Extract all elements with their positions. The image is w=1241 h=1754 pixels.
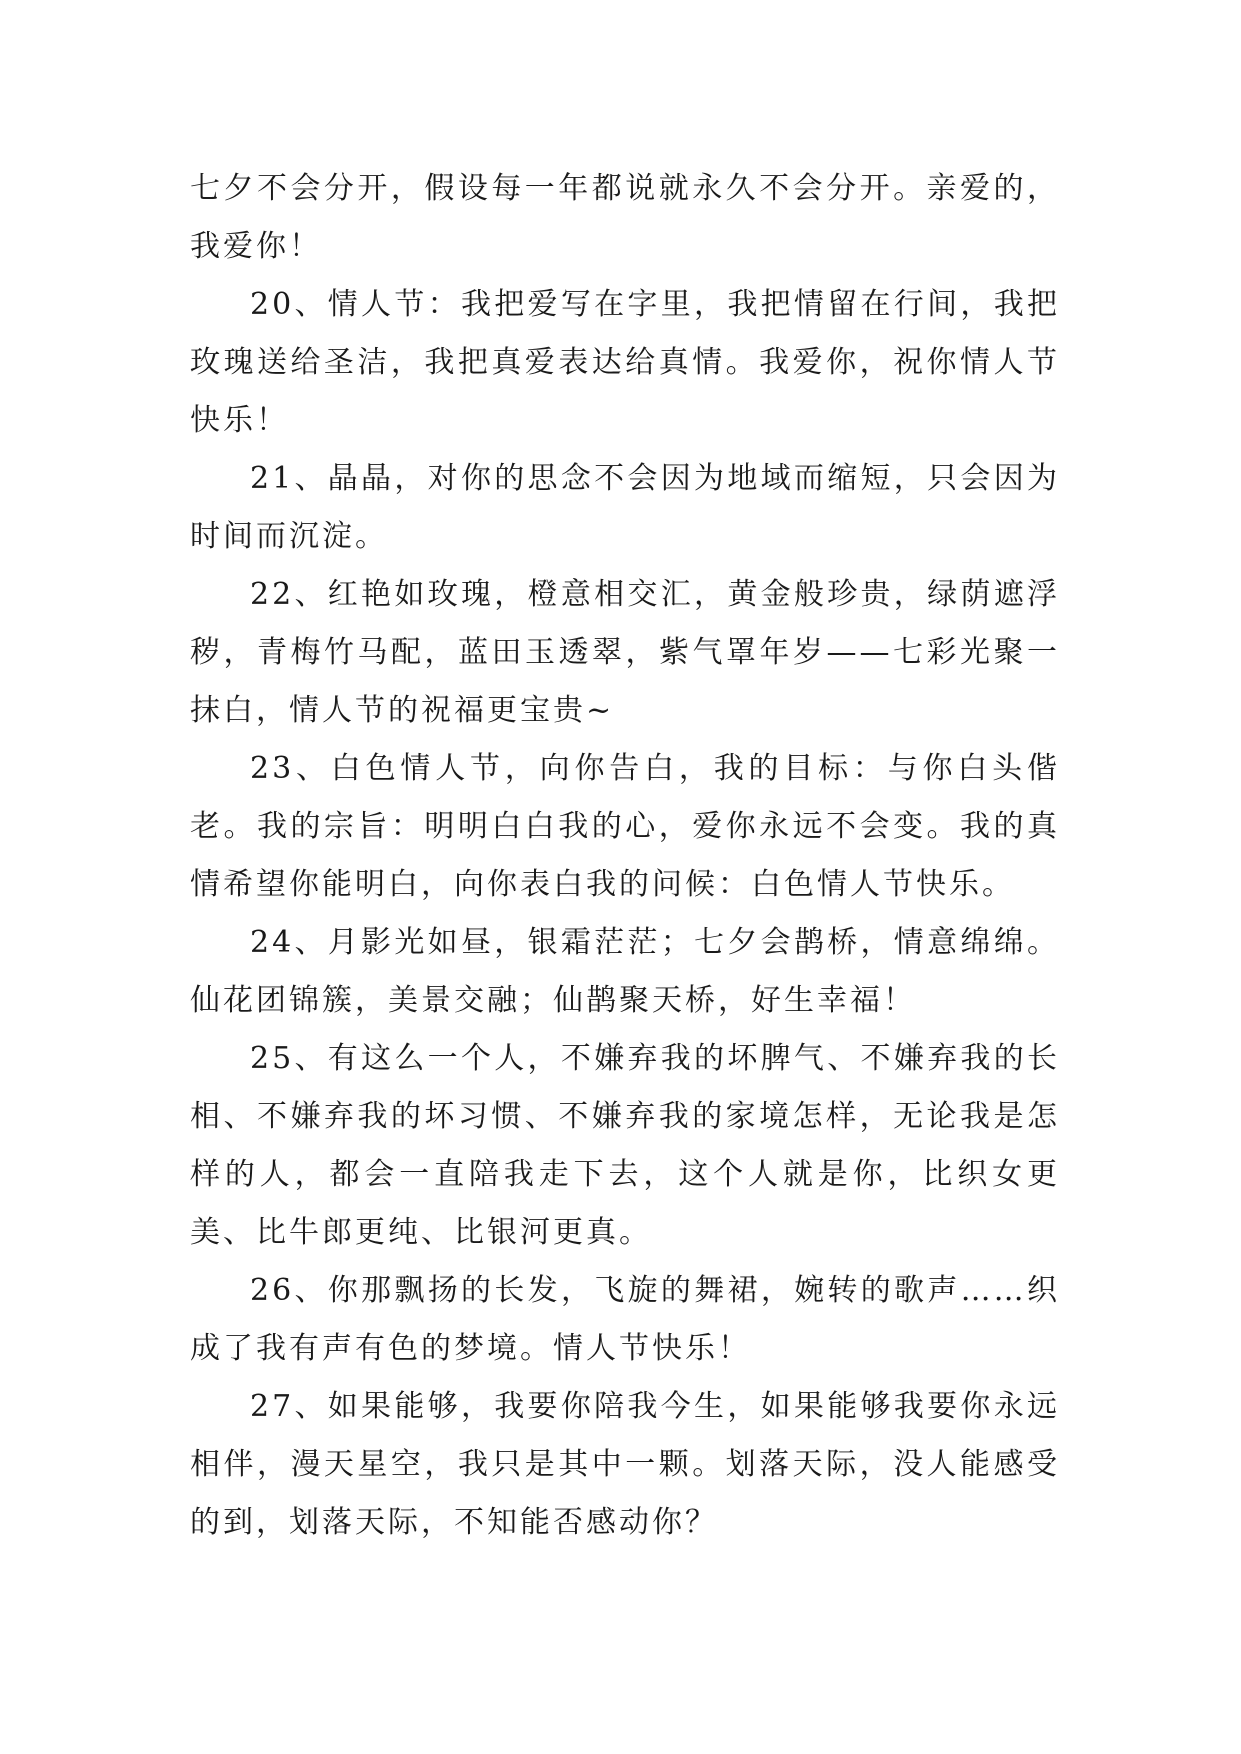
paragraph: 24、月影光如昼，银霜茫茫；七夕会鹊桥，情意绵绵。仙花团锦簇，美景交融；仙鹊聚天桥，好生幸福！	[190, 925, 1060, 1018]
paragraph: 21、晶晶，对你的思念不会因为地域而缩短，只会因为时间而沉淀。	[190, 461, 1060, 554]
document-body	[190, 160, 1060, 1552]
paragraph: 20、情人节：我把爱写在字里，我把情留在行间，我把玫瑰送给圣洁，我把真爱表达给真情。我爱你，祝你情人节快乐！	[190, 287, 1060, 438]
paragraph: 七夕不会分开，假设每一年都说就永久不会分开。亲爱的，我爱你！	[190, 171, 1060, 264]
paragraph: 26、你那飘扬的长发，飞旋的舞裙，婉转的歌声……织成了我有声有色的梦境。情人节快乐！	[190, 1273, 1060, 1366]
paragraph: 22、红艳如玫瑰，橙意相交汇，黄金般珍贵，绿荫遮浮秽，青梅竹马配，蓝田玉透翠，紫气罩年岁——七彩光聚一抹白，情人节的祝福更宝贵~	[190, 577, 1060, 728]
paragraph: 27、如果能够，我要你陪我今生，如果能够我要你永远相伴，漫天星空，我只是其中一颗。划落天际，没人能感受的到，划落天际，不知能否感动你？	[190, 1389, 1060, 1540]
paragraph: 23、白色情人节，向你告白，我的目标：与你白头偕老。我的宗旨：明明白白我的心，爱你永远不会变。我的真情希望你能明白，向你表白我的问候：白色情人节快乐。	[190, 751, 1060, 902]
paragraph: 25、有这么一个人，不嫌弃我的坏脾气、不嫌弃我的长相、不嫌弃我的坏习惯、不嫌弃我的家境怎样，无论我是怎样的人，都会一直陪我走下去，这个人就是你，比织女更美、比牛郎更纯、比银河更真。	[190, 1041, 1060, 1250]
